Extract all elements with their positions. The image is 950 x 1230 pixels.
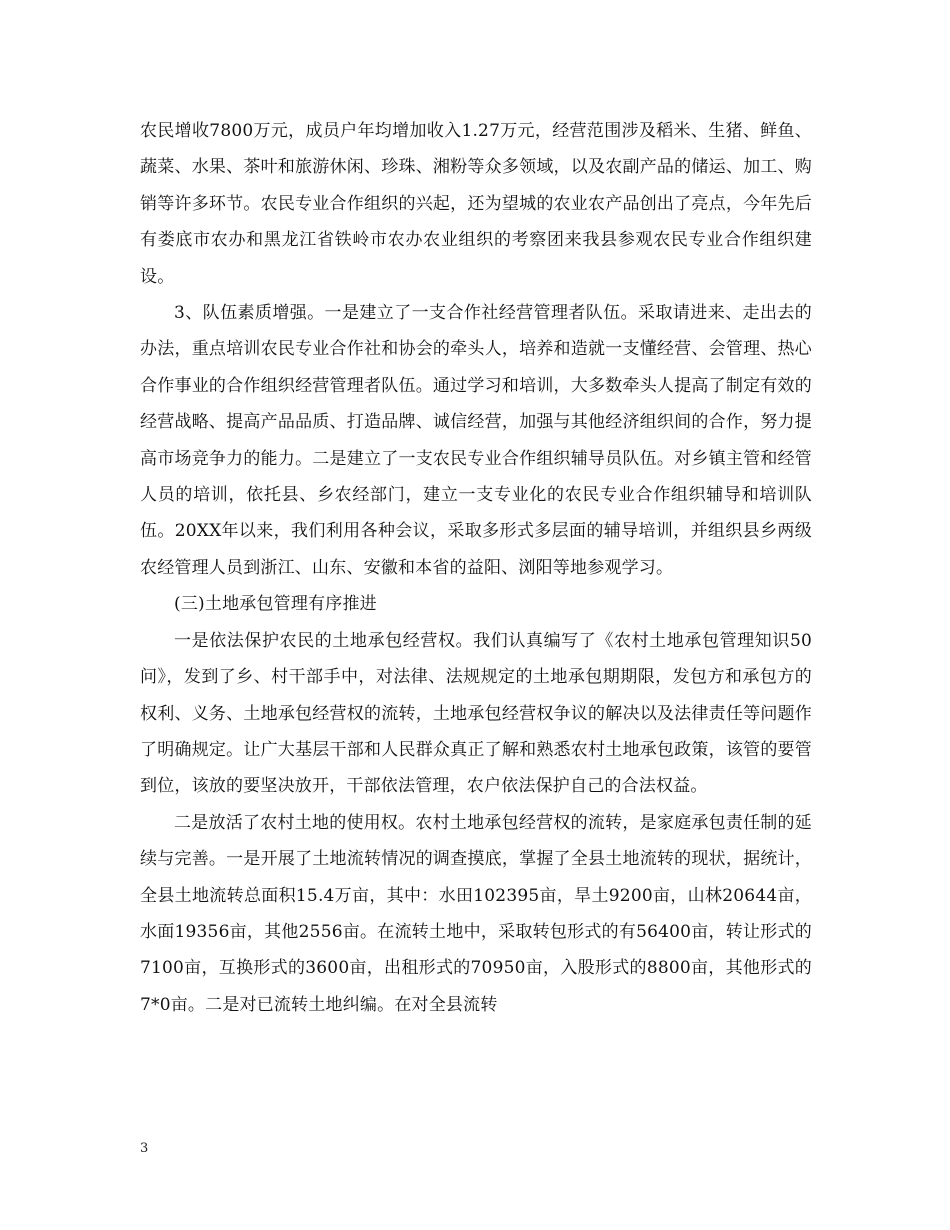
document-body <box>140 113 812 1023</box>
section-heading-3: (三)土地承包管理有序推进 <box>174 594 377 615</box>
paragraph-4: 一是依法保护农民的土地承包经营权。我们认真编写了《农村土地承包管理知识50问》，发到了乡、村干部手中，对法律、法规规定的土地承包期期限，发包方和承包方的权利、义务、土地承包经营权的流转，土地承包经营权争议的解决以及法律责任等问题作了明确规定。让广大基层干部和人民群众真正了解和熟悉农村土地承包政策，该管的要管到位，该放的要坚决放开，干部依法管理，农户依法保护自己的合法权益。 <box>140 630 812 797</box>
paragraph-5: 二是放活了农村土地的使用权。农村土地承包经营权的流转，是家庭承包责任制的延续与完善。一是开展了土地流转情况的调查摸底，掌握了全县土地流转的现状，据统计，全县土地流转总面积15.4万亩，其中：水田102395亩，旱土9200亩，山林20644亩，水面19356亩，其他2556亩。在流转土地中，采取转包形式的有56400亩，转让形式的7100亩，互换形式的3600亩，出租形式的70950亩，入股形式的8800亩，其他形式的7*0亩。二是对已流转土地纠编。在对全县流转 <box>140 812 812 1015</box>
paragraph-2: 3、队伍素质增强。一是建立了一支合作社经营管理者队伍。采取请进来、走出去的办法，重点培训农民专业合作社和协会的牵头人，培养和造就一支懂经营、会管理、热心合作事业的合作组织经营管理者队伍。通过学习和培训，大多数牵头人提高了制定有效的经营战略、提高产品品质、打造品牌、诚信经营，加强与其他经济组织间的合作，努力提高市场竞争力的能力。二是建立了一支农民专业合作组织辅导员队伍。对乡镇主管和经管人员的培训，依托县、乡农经部门，建立一支专业化的农民专业合作组织辅导和培训队伍。20XX年以来，我们利用各种会议，采取多形式多层面的辅导培训，并组织县乡两级农经管理人员到浙江、山东、安徽和本省的益阳、浏阳等地参观学习。 <box>140 303 812 578</box>
paragraph-1: 农民增收7800万元，成员户年均增加收入1.27万元，经营范围涉及稻米、生猪、鲜鱼、蔬菜、水果、茶叶和旅游休闲、珍珠、湘粉等众多领域，以及农副产品的储运、加工、购销等许多环节。农民专业合作组织的兴起，还为望城的农业农产品创出了亮点，今年先后有娄底市农办和黑龙江省铁岭市农办农业组织的考察团来我县参观农民专业合作组织建设。 <box>140 121 812 287</box>
page-number: 3 <box>140 1141 149 1156</box>
